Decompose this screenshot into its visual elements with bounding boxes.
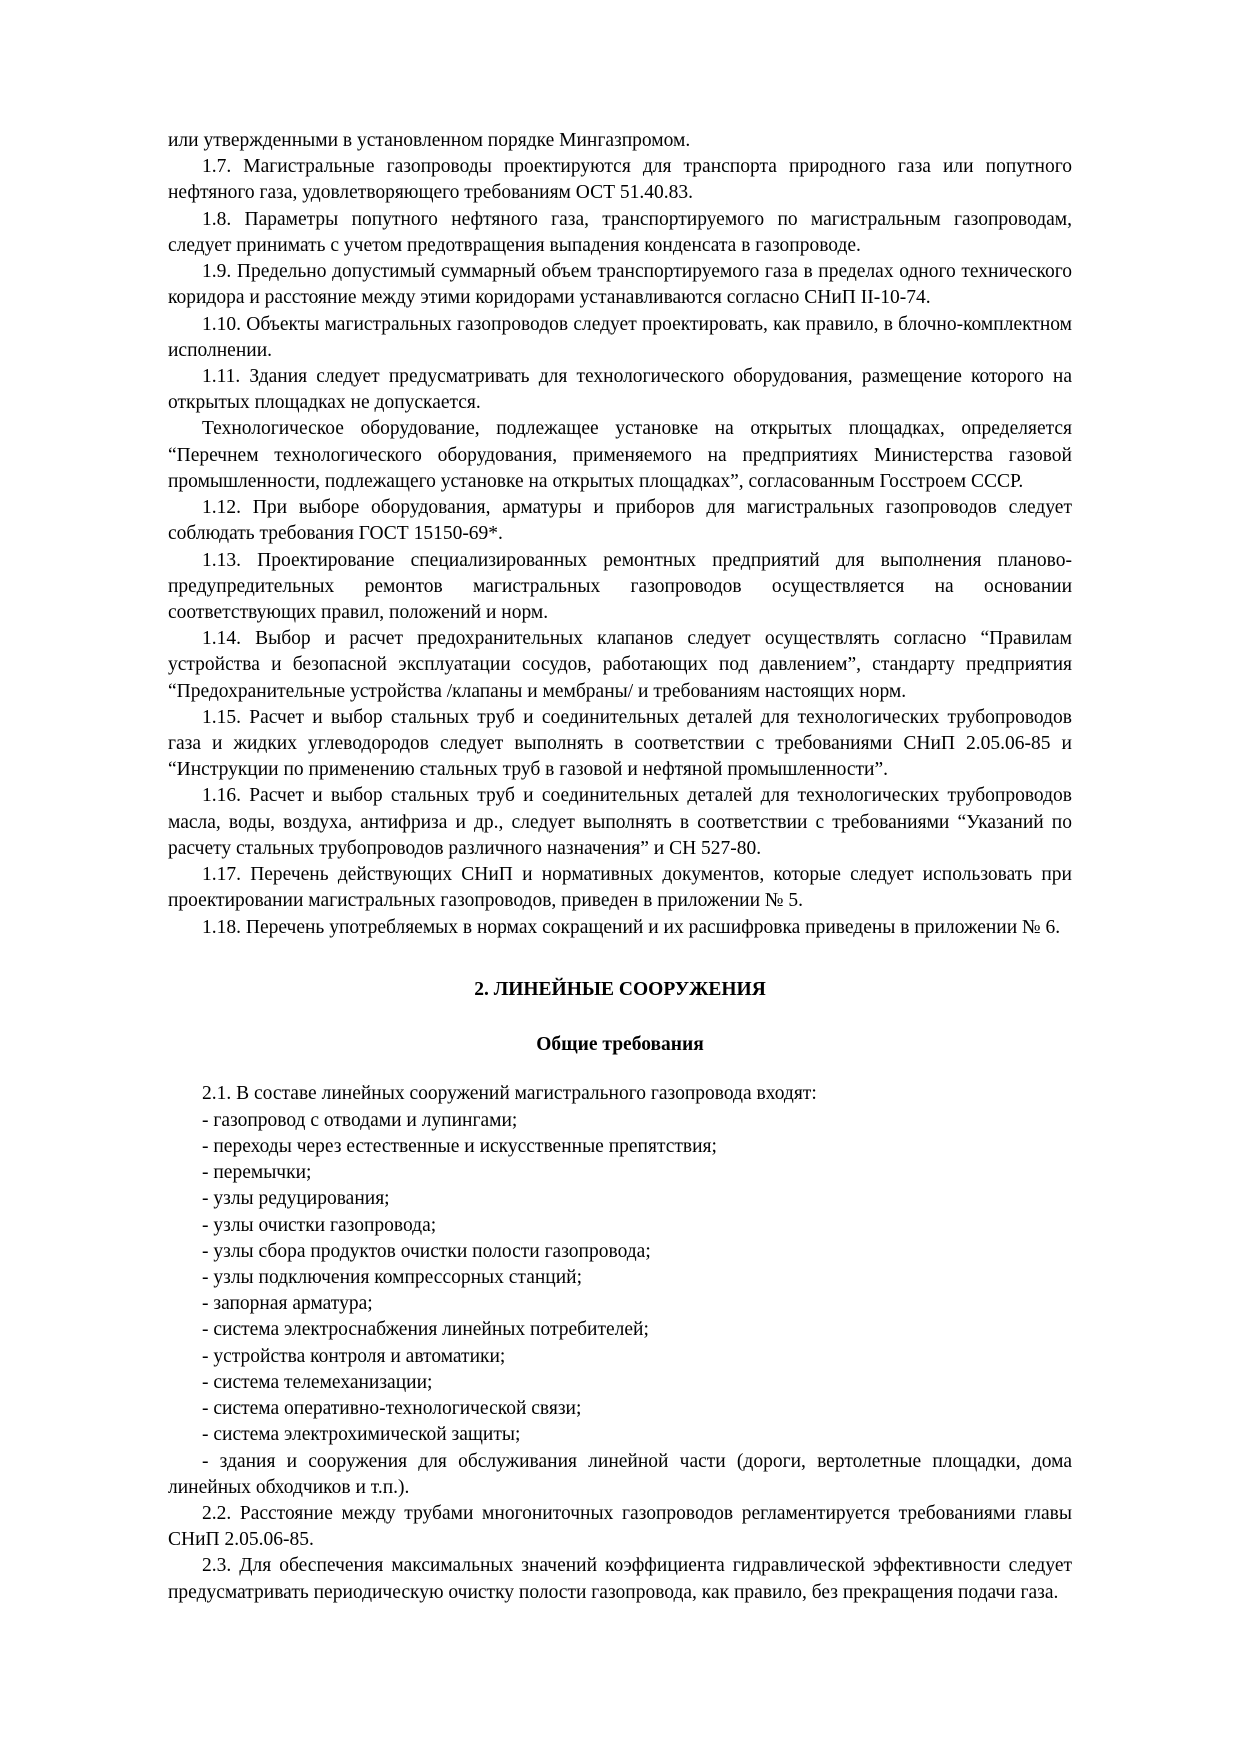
paragraph-1-17: 1.17. Перечень действующих СНиП и нормативных документов, которые следует использовать при проектировании магистральных газопроводов, приведен в приложении № 5. [168, 864, 1072, 912]
paragraph-1-7: 1.7. Магистральные газопроводы проектируются для транспорта природного газа или попутного нефтяного газа, удовлетворяющего требованиям ОСТ 51.40.83. [168, 156, 1072, 204]
list-item: - система электрохимической защиты; [202, 1424, 521, 1446]
paragraph-1-15: 1.15. Расчет и выбор стальных труб и соединительных деталей для технологических трубопроводов газа и жидких углеводородов следует выполнять в соответствии с требованиями СНиП 2.05.06-85 и “Инструкции по применению стальных труб в газовой и нефтяной промышленности”. [168, 706, 1072, 781]
list-item: - система оперативно-технологической связи; [202, 1398, 582, 1420]
list-item: - узлы сбора продуктов очистки полости газопровода; [202, 1240, 651, 1262]
paragraph-1-10: 1.10. Объекты магистральных газопроводов следует проектировать, как правило, в блочно-комплектном исполнении. [168, 313, 1072, 361]
list-item: - перемычки; [202, 1162, 312, 1184]
section-title: 2. ЛИНЕЙНЫЕ СООРУЖЕНИЯ [474, 978, 766, 1000]
list-item: - устройства контроля и автоматики; [202, 1345, 506, 1367]
subsection-title: Общие требования [536, 1034, 704, 1056]
paragraph-1-14: 1.14. Выбор и расчет предохранительных клапанов следует осуществлять согласно “Правилам устройства и безопасной эксплуатации сосудов, работающих под давлением”, стандарту предприятия “Предохранительные устройства /клапаны и мембраны/ и требованиям настоящих норм. [168, 628, 1072, 702]
paragraph-1-12: 1.12. При выборе оборудования, арматуры и приборов для магистральных газопроводов следует соблюдать требования ГОСТ 15150-69*. [168, 497, 1072, 545]
list-item: - здания и сооружения для обслуживания линейной части (дороги, вертолетные площадки, дома линейных обходчиков и т.п.). [168, 1450, 1072, 1498]
paragraph-1-18: 1.18. Перечень употребляемых в нормах сокращений и их расшифровка приведены в приложении № 6. [202, 916, 1061, 938]
paragraph-1-11: 1.11. Здания следует предусматривать для технологического оборудования, размещение которого на открытых площадках не допускается. [168, 365, 1072, 414]
list-item: - система телемеханизации; [202, 1371, 433, 1393]
list-item: - узлы редуцирования; [202, 1188, 390, 1210]
paragraph-1-11-note: Технологическое оборудование, подлежащее установке на открытых площадках, определяется “Перечнем технологического оборудования, применяемого на предприятиях Министерства газовой промышленности, подлежащего установке на открытых площадках”, согласованным Госстроем СССР. [168, 418, 1072, 492]
paragraph-continuation: или утвержденными в установленном порядке Мингазпромом. [168, 130, 691, 151]
paragraph-1-9: 1.9. Предельно допустимый суммарный объем транспортируемого газа в пределах одного технического коридора и расстояние между этими коридорами устанавливаются согласно СНиП II-10-74. [168, 261, 1072, 309]
list-item: - запорная арматура; [202, 1293, 373, 1315]
paragraph-2-3: 2.3. Для обеспечения максимальных значений коэффициента гидравлической эффективности следует предусматривать периодическую очистку полости газопровода, как правило, без прекращения подачи газа. [168, 1555, 1072, 1603]
list-item: - газопровод с отводами и лупингами; [202, 1109, 518, 1131]
paragraph-1-13: 1.13. Проектирование специализированных ремонтных предприятий для выполнения планово-предупредительных ремонтов магистральных газопроводов осуществляется на основании соответствующих правил, положений и норм. [168, 549, 1072, 623]
list-item: - узлы очистки газопровода; [202, 1214, 437, 1236]
paragraph-1-16: 1.16. Расчет и выбор стальных труб и соединительных деталей для технологических трубопроводов масла, воды, воздуха, антифриза и др., следует выполнять в соответствии с требованиями “Указаний по расчету стальных трубопроводов различного назначения” и СН 527-80. [168, 785, 1072, 859]
paragraph-2-2: 2.2. Расстояние между трубами многониточных газопроводов регламентируется требованиями главы СНиП 2.05.06-85. [168, 1502, 1072, 1551]
paragraph-2-1: 2.1. В составе линейных сооружений магистрального газопровода входят: [202, 1083, 817, 1105]
list-item: - узлы подключения компрессорных станций; [202, 1267, 583, 1288]
list-item: - система электроснабжения линейных потребителей; [202, 1319, 649, 1341]
list-item: - переходы через естественные и искусственные препятствия; [202, 1135, 717, 1157]
document-body [168, 128, 1072, 1606]
paragraph-1-8: 1.8. Параметры попутного нефтяного газа, транспортируемого по магистральным газопроводам, следует принимать с учетом предотвращения выпадения конденсата в газопроводе. [168, 208, 1072, 256]
